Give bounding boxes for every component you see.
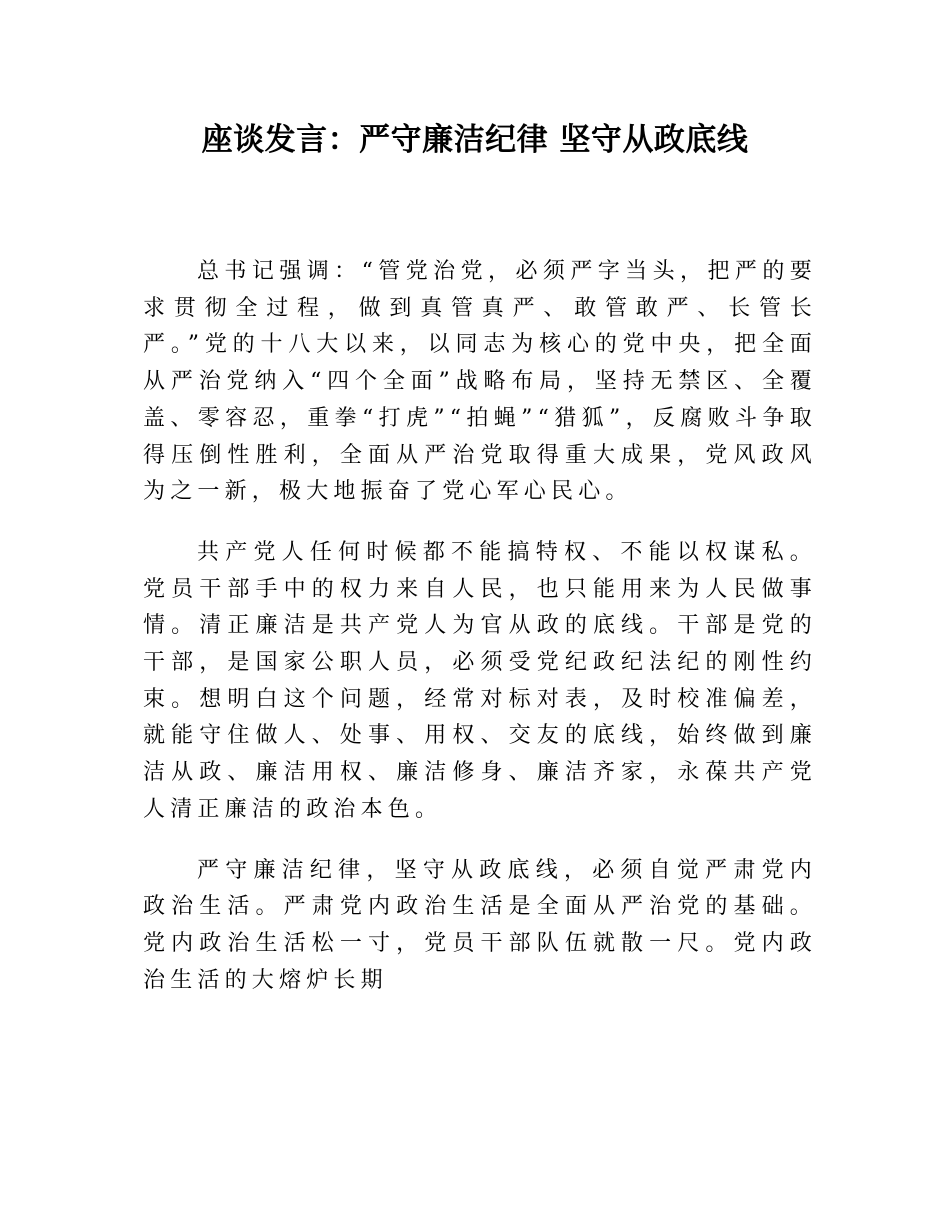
paragraph-3: 严守廉洁纪律，坚守从政底线，必须自觉严肃党内政治生活。严肃党内政治生活是全面从严治党的基础。党内政治生活松一寸，党员干部队伍就散一尺。党内政治生活的大熔炉长期: [143, 857, 817, 993]
paragraph-1: 总书记强调：“管党治党，必须严字当头，把严的要求贯彻全过程，做到真管真严、敢管敢严、长管长严。”党的十八大以来，以同志为核心的党中央，把全面从严治党纳入“四个全面”战略布局，坚持无禁区、全覆盖、零容忍，重拳“打虎”“拍蝇”“猎狐”，反腐败斗争取得压倒性胜利，全面从严治党取得重大成果，党风政风为之一新，极大地振奋了党心军心民心。: [143, 259, 817, 505]
document-body: [143, 254, 817, 1023]
document-title: 座谈发言：严守廉洁纪律 坚守从政底线: [201, 122, 749, 158]
paragraph-2: 共产党人任何时候都不能搞特权、不能以权谋私。党员干部手中的权力来自人民，也只能用来为人民做事情。清正廉洁是共产党人为官从政的底线。干部是党的干部，是国家公职人员，必须受党纪政纪法纪的刚性约束。想明白这个问题，经常对标对表，及时校准偏差，就能守住做人、处事、用权、交友的底线，始终做到廉洁从政、廉洁用权、廉洁修身、廉洁齐家，永葆共产党人清正廉洁的政治本色。: [143, 539, 817, 822]
